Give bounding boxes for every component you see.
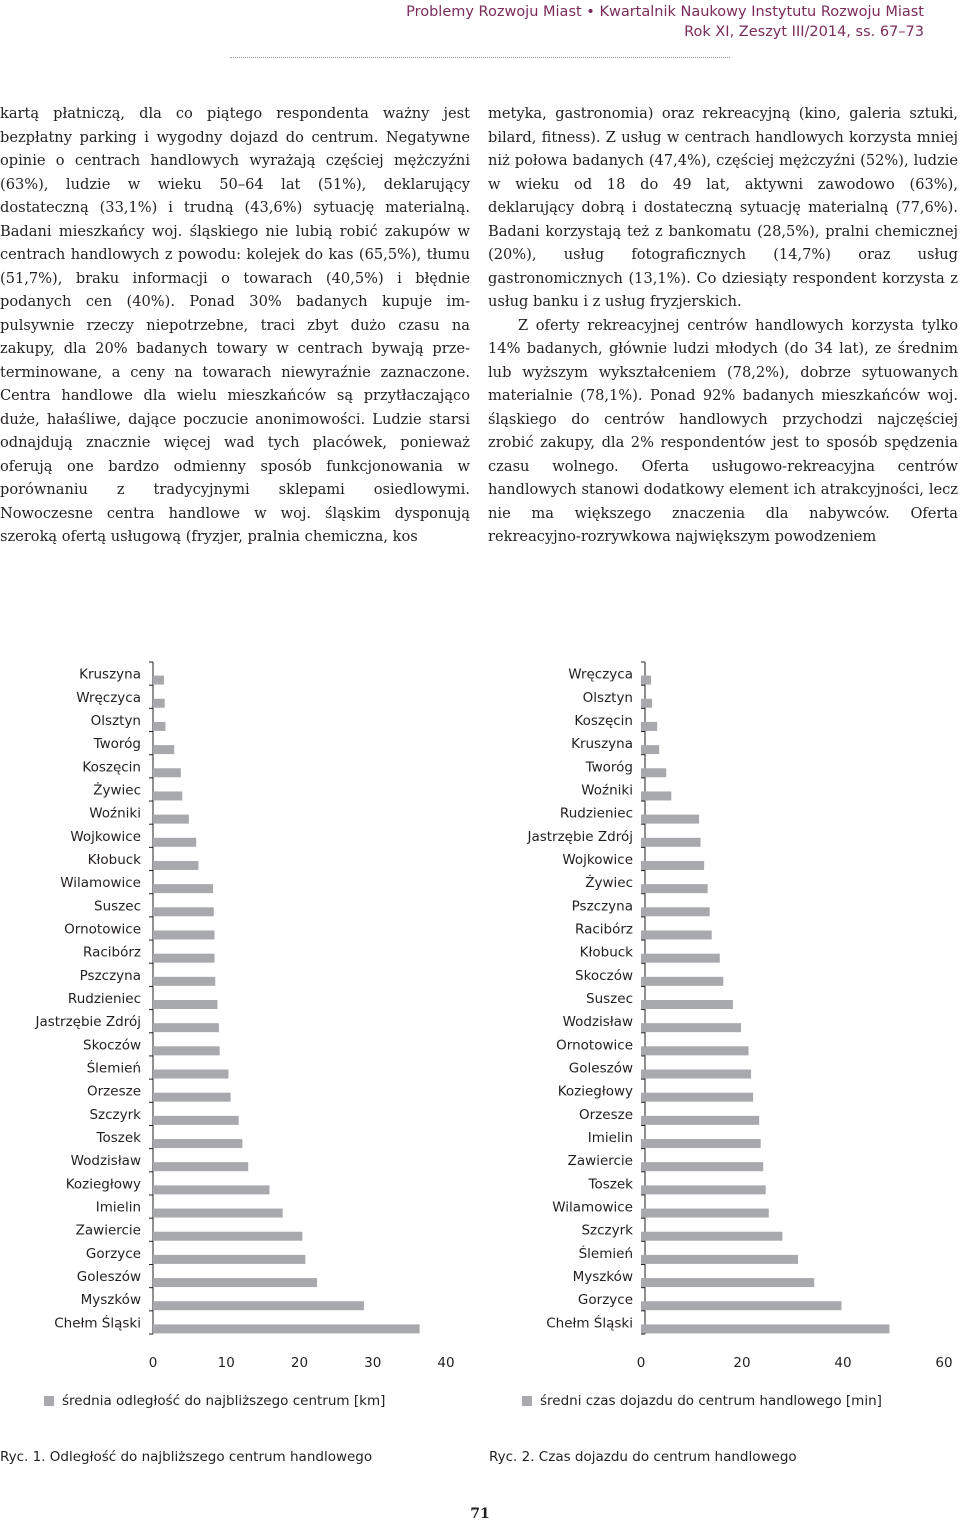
data-bar <box>641 838 701 847</box>
right-paragraph-2: Z oferty rekreacyjnej centrów handlowych korzysta tylko 14% badanych, głównie ludzi młodych (do 34 lat), ze średnim lub wyższym wykształceniem (78,2%), dobrze sytuowanych materialnie (78,1%). Ponad 92% badanych mieszkańców woj. śląskiego do centrów handlowych przychodzi najczęściej zrobić zakupy, dla 2% respondentów jest to sposób spędzenia czasu wolnego. Oferta usługowo-rekreacyjna centrów handlowych stanowi dodatkowy element ich atrakcyjności, lecz nie ma większego znaczenia dla nabywców. Oferta rekreacyjno-rozrywkowa największym powodzeniem <box>488 316 958 545</box>
data-bar <box>641 676 651 685</box>
category-label: Imielin <box>587 1130 633 1147</box>
legend-swatch <box>522 1396 532 1406</box>
x-tick-label: 30 <box>364 1355 382 1371</box>
category-label: Gorzyce <box>577 1292 633 1309</box>
data-bar <box>153 1093 231 1102</box>
category-label: Kruszyna <box>79 666 141 683</box>
data-bar <box>641 1255 798 1264</box>
data-bar <box>153 838 196 847</box>
category-label: Wodzisław <box>562 1014 633 1031</box>
distance-bar-chart <box>0 640 480 1400</box>
data-bar <box>641 1324 889 1333</box>
category-label: Jastrzębie Zdrój <box>35 1014 141 1031</box>
data-bar <box>641 1000 733 1009</box>
x-tick-label: 40 <box>437 1355 455 1371</box>
right-paragraph-1: metyka, gastronomia) oraz rekreacyjną (kino, galeria sztuki, bilard, fitness). Z usług w centrach handlowych korzysta mniej niż połowa badanych (47,4%), częściej mężczyźni (52%), ludzie w wieku od 18 do 49 lat, aktywni zawodowo (63%), deklarujący dobrą i dostateczną sytuację materialną (77,6%). Badani korzystają też z bankomatu (28,5%), pralni chemicznej (20%), usług fotograficznych (14,7%) oraz usług gastronomicznych (13,1%). Co dziesiąty respondent korzysta z usług banku i z usług fryzjerskich. <box>488 105 958 310</box>
category-label: Toszek <box>96 1130 141 1147</box>
category-label: Toszek <box>588 1176 633 1193</box>
x-tick-label: 20 <box>290 1355 309 1371</box>
category-label: Ornotowice <box>556 1037 633 1054</box>
data-bar <box>153 977 215 986</box>
category-label: Ślemień <box>86 1060 141 1077</box>
category-label: Ślemień <box>578 1245 633 1262</box>
category-label: Racibórz <box>575 921 633 938</box>
data-bar <box>641 768 666 777</box>
data-bar <box>641 1046 749 1055</box>
category-label: Goleszów <box>568 1060 633 1077</box>
data-bar <box>153 1301 364 1310</box>
data-bar <box>641 1139 761 1148</box>
data-bar <box>641 1070 751 1079</box>
category-label: Suszec <box>586 991 633 1007</box>
x-tick-label: 60 <box>935 1355 953 1371</box>
data-bar <box>641 1116 759 1125</box>
category-label: Szczyrk <box>89 1106 141 1123</box>
left-text-column <box>0 102 470 549</box>
category-label: Myszków <box>80 1292 141 1309</box>
category-label: Wręczyca <box>76 689 141 706</box>
data-bar <box>153 1070 228 1079</box>
data-bar <box>641 745 659 754</box>
category-label: Chełm Śląski <box>54 1315 141 1332</box>
data-bar <box>641 1278 814 1287</box>
data-bar <box>153 930 215 939</box>
data-bar <box>153 1046 220 1055</box>
data-bar <box>641 791 671 800</box>
data-bar <box>153 861 198 870</box>
right-text-column <box>488 102 958 549</box>
data-bar <box>153 1185 269 1194</box>
data-bar <box>153 1209 283 1218</box>
category-label: Żywiec <box>585 875 633 892</box>
category-label: Wilamowice <box>552 1199 633 1216</box>
category-label: Skoczów <box>83 1037 141 1054</box>
category-label: Rudzieniec <box>67 991 141 1007</box>
data-bar <box>153 722 165 731</box>
category-label: Olsztyn <box>90 712 141 729</box>
category-label: Koszęcin <box>574 712 633 729</box>
data-bar <box>641 1209 769 1218</box>
data-bar <box>641 1023 741 1032</box>
category-label: Tworóg <box>93 736 141 753</box>
category-label: Szczyrk <box>581 1222 633 1239</box>
data-bar <box>153 1023 219 1032</box>
category-label: Zawiercie <box>567 1153 633 1170</box>
data-bar <box>153 1324 420 1333</box>
legend-swatch <box>44 1396 54 1406</box>
category-label: Olsztyn <box>582 689 633 706</box>
data-bar <box>641 722 657 731</box>
category-label: Pszczyna <box>79 967 141 984</box>
data-bar <box>153 1232 302 1241</box>
category-label: Ornotowice <box>64 921 141 938</box>
data-bar <box>641 861 704 870</box>
data-bar <box>153 815 189 824</box>
page-number: 71 <box>470 1506 490 1522</box>
category-label: Żywiec <box>93 782 141 799</box>
data-bar <box>153 954 215 963</box>
category-label: Koszęcin <box>82 759 141 776</box>
category-label: Woźniki <box>581 782 633 799</box>
data-bar <box>153 1139 242 1148</box>
data-bar <box>641 1162 763 1171</box>
category-label: Wojkowice <box>562 851 633 868</box>
data-bar <box>641 1232 782 1241</box>
category-label: Koziegłowy <box>557 1083 633 1100</box>
data-bar <box>153 907 214 916</box>
category-label: Pszczyna <box>571 898 633 915</box>
data-bar <box>153 791 182 800</box>
category-label: Orzesze <box>87 1083 141 1100</box>
category-label: Jastrzębie Zdrój <box>527 828 633 845</box>
figure-2-travel-time-chart <box>480 640 960 1400</box>
category-label: Suszec <box>94 898 141 915</box>
journal-issue: Rok XI, Zeszyt III/2014, ss. 67–73 <box>684 24 924 40</box>
data-bar <box>641 907 710 916</box>
category-label: Woźniki <box>89 805 141 822</box>
category-label: Wodzisław <box>70 1153 141 1170</box>
legend-label: średni czas dojazdu do centrum handlowego [min] <box>540 1393 882 1409</box>
category-label: Chełm Śląski <box>546 1315 633 1332</box>
left-paragraph: kartą płatniczą, dla co piątego respondenta ważny jest bezpłatny parking i wygodny dojazd do centrum. Negatywne opinie o centrach handlowych wyrażają częściej mężczyźni (63%), ludzie w wieku 50–64 lat (51%), deklarujący dostateczną (33,1%) i trudną (43,6%) sytuację materialną. Badani mieszkańcy woj. śląskiego nie lubią robić zakupów w centrach handlowych z powodu: kolejek do kas (65,5%), tłumu (51,7%), braku informacji o towarach (40,5%) i błędnie podanych cen (40%). Ponad 30% badanych kupuje impulsywnie rzeczy niepotrzebne, traci zbyt dużo czasu na zakupy, dla 20% badanych towary w centrach bywają przeterminowane, a ceny na towarach niewyraźnie zaznaczone. Centra handlowe dla wielu mieszkańców są przytłaczająco duże, hałaśliwe, dające poczucie anonimowości. Ludzie starsi odnajdują znacznie więcej wad tych placówek, ponieważ oferują one bardzo odmienny sposób funkcjonowania w porównaniu z tradycyjnymi sklepami osiedlowymi. Nowoczesne centra handlowe w woj. śląskim dysponują szeroką ofertą usługową (fryzjer, pralnia chemiczna, kos <box>0 105 470 545</box>
category-label: Wojkowice <box>70 828 141 845</box>
figure-2-caption: Ryc. 2. Czas dojazdu do centrum handlowego <box>489 1449 797 1465</box>
data-bar <box>153 884 213 893</box>
x-tick-label: 0 <box>636 1355 646 1371</box>
figure-1-caption: Ryc. 1. Odległość do najbliższego centrum handlowego <box>0 1449 373 1465</box>
data-bar <box>153 1000 217 1009</box>
x-tick-label: 20 <box>733 1355 751 1371</box>
data-bar <box>153 1116 239 1125</box>
data-bar <box>153 768 181 777</box>
category-label: Koziegłowy <box>65 1176 141 1193</box>
category-label: Kruszyna <box>571 736 633 753</box>
category-label: Orzesze <box>579 1106 633 1123</box>
x-tick-label: 40 <box>834 1355 852 1371</box>
data-bar <box>153 1255 305 1264</box>
data-bar <box>641 1301 841 1310</box>
category-label: Rudzieniec <box>559 805 633 822</box>
category-label: Gorzyce <box>85 1245 141 1262</box>
data-bar <box>153 699 165 708</box>
data-bar <box>641 884 708 893</box>
category-label: Goleszów <box>76 1269 141 1286</box>
figure-1-legend <box>44 1393 385 1409</box>
category-label: Tworóg <box>585 759 633 776</box>
category-label: Wręczyca <box>568 666 633 683</box>
x-tick-label: 0 <box>148 1355 158 1371</box>
legend-label: średnia odległość do najbliższego centrum [km] <box>62 1393 386 1409</box>
data-bar <box>641 954 720 963</box>
category-label: Imielin <box>95 1199 141 1216</box>
category-label: Zawiercie <box>75 1222 141 1239</box>
data-bar <box>641 1093 753 1102</box>
data-bar <box>153 1162 248 1171</box>
data-bar <box>153 745 174 754</box>
data-bar <box>641 699 652 708</box>
figure-2-legend <box>522 1393 882 1409</box>
figure-1-distance-chart <box>0 640 480 1400</box>
category-label: Wilamowice <box>60 875 141 892</box>
data-bar <box>641 815 699 824</box>
category-label: Racibórz <box>83 944 141 961</box>
x-tick-label: 10 <box>217 1355 235 1371</box>
travel-time-bar-chart <box>480 640 960 1400</box>
category-label: Myszków <box>572 1269 633 1286</box>
category-label: Kłobuck <box>87 851 141 868</box>
data-bar <box>641 930 712 939</box>
category-label: Skoczów <box>575 967 633 984</box>
header-divider <box>230 57 730 58</box>
data-bar <box>153 676 164 685</box>
data-bar <box>641 977 723 986</box>
category-label: Kłobuck <box>579 944 633 961</box>
data-bar <box>153 1278 317 1287</box>
journal-header <box>324 2 924 42</box>
data-bar <box>641 1185 766 1194</box>
journal-title: Problemy Rozwoju Miast • Kwartalnik Naukowy Instytutu Rozwoju Miast <box>406 4 924 20</box>
